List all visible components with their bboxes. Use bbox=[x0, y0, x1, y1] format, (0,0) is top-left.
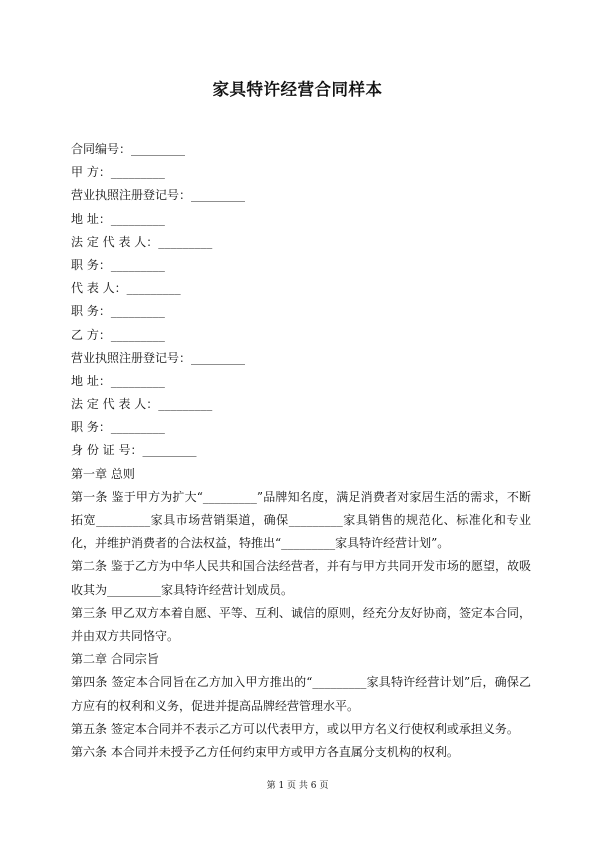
article-paragraph: 第二条 鉴于乙方为中华人民共和国合法经营者，并有与甲方共同开发市场的愿望，故吸收其为_________家具特许经营计划成员。 bbox=[71, 559, 531, 597]
document-body bbox=[71, 138, 531, 764]
party-a-legal-rep-field: 法 定 代 表 人：_________ bbox=[71, 234, 213, 249]
article-paragraph: 第三条 甲乙双方本着自愿、平等、互利、诚信的原则，经充分友好协商，签定本合同，并由双方共同恪守。 bbox=[71, 605, 531, 644]
party-a-address-field: 地 址：_________ bbox=[71, 211, 165, 226]
page-number: 第 1 页 共 6 页 bbox=[266, 781, 329, 791]
party-b-position-field: 职 务：_________ bbox=[71, 420, 165, 435]
party-a-position-field: 职 务：_________ bbox=[71, 257, 165, 272]
article-paragraph: 第六条 本合同并未授予乙方任何约束甲方或甲方各直属分支机构的权利。 bbox=[71, 745, 459, 760]
contract-number-field: 合同编号：_________ bbox=[71, 142, 186, 156]
article-paragraph: 第四条 签定本合同旨在乙方加入甲方推出的“_________家具特许经营计划”后，确保乙方应有的权利和义务，促进并提高品牌经营管理水平。 bbox=[71, 675, 531, 713]
document-title: 家具特许经营合同样本 bbox=[212, 80, 383, 99]
party-a-rep-position-field: 职 务：_________ bbox=[71, 304, 165, 319]
party-b-address-field: 地 址：_________ bbox=[71, 373, 165, 388]
chapter-heading: 第二章 合同宗旨 bbox=[71, 652, 159, 667]
party-b-registration-field: 营业执照注册登记号：_________ bbox=[71, 350, 246, 365]
chapter-heading: 第一章 总则 bbox=[71, 466, 135, 481]
party-b-id-number-field: 身 份 证 号：_________ bbox=[71, 443, 197, 458]
article-paragraph: 第一条 鉴于甲方为扩大“_________”品牌知名度，满足消费者对家居生活的需求，不断拓宽_________家具市场营销渠道，确保_________家具销售的规范化、标准化和专业化，并维护消费者的合法权益，特推出“_________家具特许经营计划”。 bbox=[71, 489, 531, 551]
article-paragraph: 第五条 签定本合同并不表示乙方可以代表甲方，或以甲方名义行使权利或承担义务。 bbox=[71, 721, 519, 736]
party-b-legal-rep-field: 法 定 代 表 人：_________ bbox=[71, 397, 213, 412]
party-a-registration-field: 营业执照注册登记号：_________ bbox=[71, 188, 246, 203]
party-a-representative-field: 代 表 人：_________ bbox=[71, 281, 181, 296]
party-a-field: 甲 方：_________ bbox=[71, 165, 165, 180]
party-b-field: 乙 方：_________ bbox=[71, 327, 165, 342]
